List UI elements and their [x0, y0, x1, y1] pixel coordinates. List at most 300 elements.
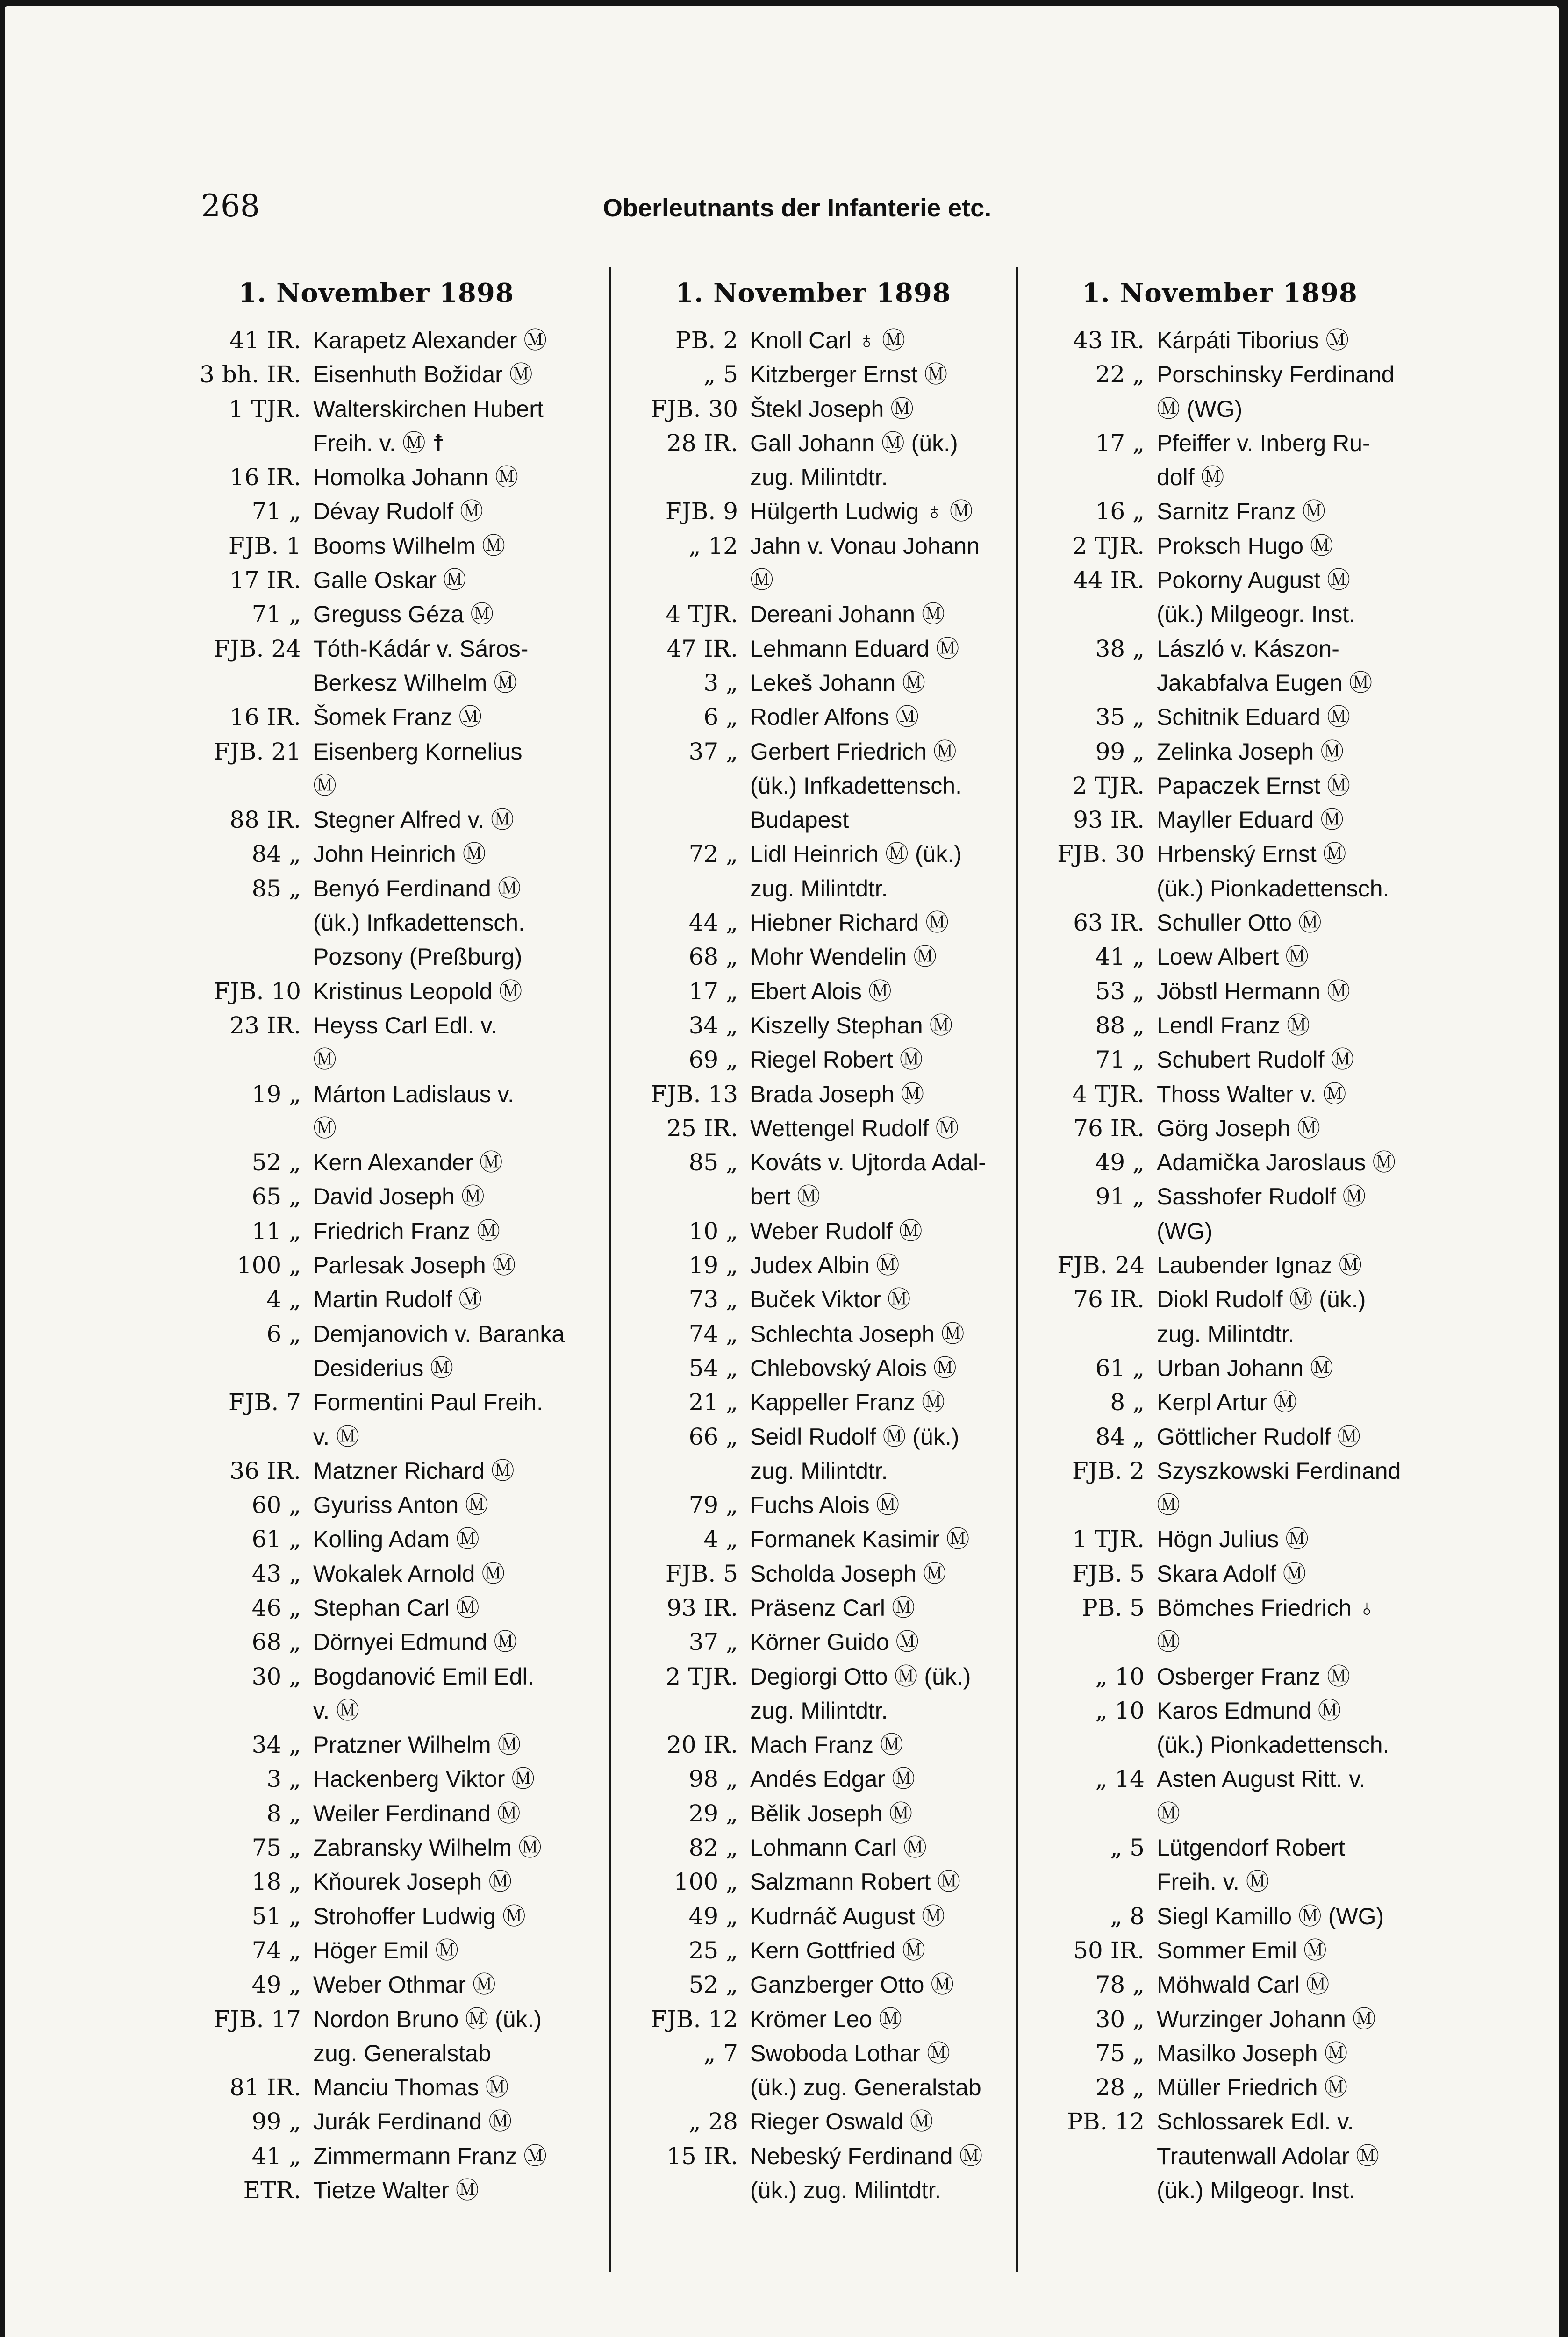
page-title: Oberleutnants der Infanterie etc. — [603, 194, 992, 222]
unit-label: FJB. 30 — [651, 395, 738, 423]
unit-label — [178, 666, 313, 700]
list-item — [615, 2139, 1012, 2173]
unit-label: 21 „ — [688, 1389, 738, 1416]
list-item — [615, 392, 1012, 426]
unit-label: 91 „ — [1095, 1183, 1145, 1211]
officer-entry: Budapest — [750, 807, 849, 833]
unit-label — [1021, 392, 1157, 426]
officer-entry: Pratzner Wilhelm Ⓜ — [313, 1732, 521, 1758]
unit-label: 3 „ — [266, 1765, 301, 1793]
officer-entry: Sarnitz Franz Ⓜ — [1157, 498, 1326, 525]
list-item — [1021, 323, 1418, 358]
officer-entry: Matzner Richard Ⓜ — [313, 1457, 515, 1484]
list-item — [615, 735, 1012, 769]
list-item — [1021, 529, 1418, 563]
unit-label: 19 „ — [251, 1080, 301, 1108]
list-item — [615, 1762, 1012, 1796]
list-item — [178, 1968, 575, 2002]
column-heading: 1. November 1898 — [675, 278, 951, 308]
officer-entry: Wurzinger Johann Ⓜ — [1157, 2006, 1376, 2032]
officer-entry: Weber Rudolf Ⓜ — [750, 1218, 923, 1244]
officer-entry: Eisenhuth Božidar Ⓜ — [313, 361, 533, 388]
list-item — [615, 460, 1012, 495]
list-item — [1021, 666, 1418, 700]
list-item — [1021, 1591, 1418, 1625]
officer-entry: Kerpl Artur Ⓜ — [1157, 1389, 1297, 1416]
list-item — [1021, 2173, 1418, 2208]
officer-entry: Kolling Adam Ⓜ — [313, 1526, 480, 1553]
officer-entry: Homolka Johann Ⓜ — [313, 464, 519, 491]
officer-entry: John Heinrich Ⓜ — [313, 841, 486, 867]
entry-list — [1021, 323, 1418, 2208]
list-item — [615, 1454, 1012, 1488]
column-divider — [1016, 267, 1018, 2272]
unit-label: 37 „ — [688, 738, 738, 765]
officer-entry: (ük.) Milgeogr. Inst. — [1157, 601, 1356, 628]
officer-entry: Márton Ladislaus v. — [313, 1081, 514, 1107]
list-item — [178, 2002, 575, 2036]
officer-entry: Weiler Ferdinand Ⓜ — [313, 1800, 521, 1827]
officer-entry: Greguss Géza Ⓜ — [313, 601, 494, 628]
list-item — [178, 1934, 575, 1968]
list-item — [178, 906, 575, 940]
officer-entry: Lidl Heinrich Ⓜ (ük.) — [750, 841, 962, 867]
list-item — [1021, 769, 1418, 803]
list-item — [1021, 1797, 1418, 1831]
unit-label — [1021, 1728, 1157, 1762]
list-item — [1021, 358, 1418, 392]
unit-label — [615, 769, 750, 803]
officer-entry: Kiszelly Stephan Ⓜ — [750, 1012, 953, 1039]
list-item — [178, 2173, 575, 2208]
officer-entry: Siegl Kamillo Ⓜ (WG) — [1157, 1903, 1384, 1929]
officer-entry: Thoss Walter v. Ⓜ — [1157, 1081, 1346, 1107]
officer-entry: László v. Kászon- — [1157, 635, 1339, 662]
unit-label — [615, 1180, 750, 1214]
list-item — [178, 1351, 575, 1385]
unit-label: 17 IR. — [229, 566, 301, 594]
list-item — [178, 1728, 575, 1762]
list-item — [178, 1283, 575, 1317]
officer-entry: (ük.) Pionkadettensch. — [1157, 875, 1389, 902]
officer-entry: Präsenz Carl Ⓜ — [750, 1594, 915, 1621]
unit-label: 17 „ — [688, 977, 738, 1005]
list-item — [615, 1043, 1012, 1077]
unit-label: 16 IR. — [229, 464, 301, 491]
unit-label: 75 „ — [1095, 2039, 1145, 2067]
document-page — [5, 6, 1559, 2337]
officer-entry: Schlechta Joseph Ⓜ — [750, 1320, 965, 1347]
list-item — [1021, 597, 1418, 631]
list-item — [178, 1762, 575, 1796]
list-item — [615, 1625, 1012, 1659]
list-item — [1021, 632, 1418, 666]
unit-label: PB. 2 — [675, 327, 738, 354]
list-item — [178, 460, 575, 495]
list-item — [1021, 906, 1418, 940]
unit-label: 50 IR. — [1073, 1936, 1145, 1964]
list-item — [615, 2105, 1012, 2139]
officer-entry: Zimmermann Franz Ⓜ — [313, 2143, 547, 2169]
list-item — [178, 1043, 575, 1077]
list-item — [615, 1522, 1012, 1556]
list-item — [1021, 1420, 1418, 1454]
list-item — [1021, 2002, 1418, 2036]
officer-entry: Proksch Hugo Ⓜ — [1157, 532, 1333, 559]
officer-entry: Desiderius Ⓜ — [313, 1355, 454, 1381]
unit-label: 41 „ — [1095, 943, 1145, 971]
column-heading: 1. November 1898 — [1082, 278, 1358, 308]
list-item — [1021, 563, 1418, 597]
officer-entry: Formanek Kasimir Ⓜ — [750, 1526, 970, 1553]
officer-entry: Asten August Ritt. v. — [1157, 1766, 1366, 1792]
unit-label: 99 „ — [1095, 738, 1145, 765]
list-item — [178, 2105, 575, 2139]
entry-list — [178, 323, 575, 2208]
list-item — [178, 323, 575, 358]
list-item — [615, 1900, 1012, 1934]
list-item — [178, 392, 575, 426]
officer-entry: Schitnik Eduard Ⓜ — [1157, 704, 1351, 731]
unit-label — [178, 1420, 313, 1454]
unit-label — [178, 940, 313, 974]
officer-entry: Kitzberger Ernst Ⓜ — [750, 361, 948, 388]
unit-label — [1021, 1488, 1157, 1522]
list-item — [1021, 1385, 1418, 1419]
officer-entry: Schubert Rudolf Ⓜ — [1157, 1047, 1354, 1073]
unit-label — [178, 2036, 313, 2071]
unit-label: PB. 12 — [1067, 2108, 1145, 2136]
list-item — [1021, 1248, 1418, 1283]
unit-label: 51 „ — [251, 1902, 301, 1930]
list-item — [178, 735, 575, 769]
unit-label: 36 IR. — [229, 1457, 301, 1484]
officer-entry: Seidl Rudolf Ⓜ (ük.) — [750, 1423, 959, 1450]
unit-label: 54 „ — [688, 1354, 738, 1382]
officer-entry: Ⓜ — [313, 1047, 337, 1073]
officer-entry: Schuller Otto Ⓜ — [1157, 910, 1322, 936]
officer-entry: zug. Milintdtr. — [750, 1457, 888, 1484]
officer-entry: Ⓜ — [313, 1115, 337, 1141]
officer-entry: Zabransky Wilhelm Ⓜ — [313, 1835, 542, 1861]
list-item — [178, 1557, 575, 1591]
unit-label: 81 IR. — [229, 2074, 301, 2101]
unit-label: 10 „ — [688, 1217, 738, 1245]
officer-entry: Osberger Franz Ⓜ — [1157, 1663, 1351, 1690]
unit-label: 74 „ — [251, 1936, 301, 1964]
list-item — [178, 358, 575, 392]
officer-entry: Sommer Emil Ⓜ — [1157, 1937, 1327, 1964]
unit-label — [615, 460, 750, 495]
officer-entry: Lohmann Carl Ⓜ — [750, 1835, 927, 1861]
officer-entry: Kern Gottfried Ⓜ — [750, 1937, 926, 1964]
unit-label — [1021, 1317, 1157, 1351]
officer-entry: bert Ⓜ — [750, 1183, 821, 1210]
list-item — [615, 1831, 1012, 1865]
unit-label — [615, 1454, 750, 1488]
unit-label: 28 IR. — [666, 429, 738, 457]
list-item — [1021, 1488, 1418, 1522]
unit-label: 47 IR. — [666, 635, 738, 662]
list-item — [615, 1248, 1012, 1283]
unit-label: 61 „ — [251, 1526, 301, 1553]
officer-entry: zug. Milintdtr. — [750, 464, 888, 491]
unit-label: 68 „ — [251, 1628, 301, 1656]
officer-entry: Lehmann Eduard Ⓜ — [750, 635, 959, 662]
officer-entry: Benyó Ferdinand Ⓜ — [313, 875, 521, 902]
unit-label: 25 „ — [688, 1936, 738, 1964]
list-item — [615, 1660, 1012, 1694]
list-item — [1021, 1694, 1418, 1728]
unit-label — [615, 803, 750, 837]
list-item — [178, 1865, 575, 1899]
unit-label: 4 „ — [266, 1286, 301, 1313]
list-item — [1021, 1351, 1418, 1385]
list-item — [1021, 700, 1418, 734]
unit-label: 60 „ — [251, 1491, 301, 1519]
unit-label: FJB. 17 — [214, 2005, 301, 2033]
list-item — [1021, 1146, 1418, 1180]
officer-entry: Möhwald Carl Ⓜ — [1157, 1971, 1330, 1998]
officer-entry: Demjanovich v. Baranka — [313, 1320, 565, 1347]
list-item — [615, 2036, 1012, 2071]
officer-entry: Porschinsky Ferdinand — [1157, 361, 1395, 388]
officer-entry: Dévay Rudolf Ⓜ — [313, 498, 484, 525]
list-item — [1021, 803, 1418, 837]
page-header — [5, 188, 1559, 230]
officer-entry: Kern Alexander Ⓜ — [313, 1149, 503, 1176]
unit-label: 30 „ — [251, 1663, 301, 1690]
officer-entry: Wokalek Arnold Ⓜ — [313, 1560, 505, 1587]
unit-label: 34 „ — [688, 1011, 738, 1039]
list-item — [615, 837, 1012, 871]
officer-entry: Bömches Friedrich ♁ — [1157, 1594, 1376, 1621]
column-3 — [1021, 267, 1418, 2258]
officer-entry: Stegner Alfred v. Ⓜ — [313, 807, 514, 833]
officer-entry: Kárpáti Tiborius Ⓜ — [1157, 327, 1349, 353]
list-item — [1021, 940, 1418, 974]
list-item — [1021, 1934, 1418, 1968]
list-item — [615, 529, 1012, 563]
officer-entry: Štekl Joseph Ⓜ — [750, 395, 914, 422]
list-item — [178, 700, 575, 734]
unit-label: 100 „ — [673, 1868, 738, 1896]
officer-entry: Sasshofer Rudolf Ⓜ — [1157, 1183, 1366, 1210]
unit-label: 16 „ — [1095, 498, 1145, 525]
list-item — [178, 940, 575, 974]
list-item — [615, 1934, 1012, 1968]
unit-label: 29 „ — [688, 1799, 738, 1827]
column-2 — [615, 267, 1012, 2258]
list-item — [178, 2071, 575, 2105]
list-item — [1021, 1077, 1418, 1111]
officer-entry: Parlesak Joseph Ⓜ — [313, 1252, 516, 1279]
unit-label: „ 7 — [703, 2039, 738, 2067]
officer-entry: David Joseph Ⓜ — [313, 1183, 485, 1210]
officer-entry: (ük.) Infkadettensch. — [313, 910, 525, 936]
officer-entry: Lekeš Johann Ⓜ — [750, 669, 926, 696]
unit-label — [1021, 1214, 1157, 1248]
officer-entry: Zelinka Joseph Ⓜ — [1157, 738, 1344, 765]
list-item — [1021, 837, 1418, 871]
unit-label: 79 „ — [688, 1491, 738, 1519]
unit-label: 85 „ — [688, 1149, 738, 1176]
unit-label: FJB. 12 — [651, 2005, 738, 2033]
unit-label: 49 „ — [1095, 1149, 1145, 1176]
officer-entry: Bělik Joseph Ⓜ — [750, 1800, 913, 1827]
unit-label — [1021, 666, 1157, 700]
officer-entry: Bogdanović Emil Edl. — [313, 1663, 534, 1690]
list-item — [178, 1146, 575, 1180]
officer-entry: Ⓜ — [1157, 1492, 1180, 1519]
unit-label: 4 TJR. — [1072, 1080, 1145, 1108]
unit-label: 17 „ — [1095, 429, 1145, 457]
officer-entry: zug. Generalstab — [313, 2040, 491, 2066]
officer-entry: Kristinus Leopold Ⓜ — [313, 978, 523, 1004]
list-item — [1021, 2105, 1418, 2139]
unit-label — [1021, 872, 1157, 906]
list-item — [178, 1111, 575, 1146]
officer-entry: Gall Johann Ⓜ (ük.) — [750, 430, 958, 456]
list-item — [1021, 392, 1418, 426]
officer-entry: Karos Edmund Ⓜ — [1157, 1697, 1341, 1724]
officer-entry: zug. Milintdtr. — [750, 1697, 888, 1724]
unit-label: 43 IR. — [1073, 327, 1145, 354]
officer-entry: Eisenberg Kornelius — [313, 738, 523, 765]
list-item — [1021, 460, 1418, 495]
unit-label — [178, 1694, 313, 1728]
list-item — [615, 2002, 1012, 2036]
list-item — [1021, 2071, 1418, 2105]
unit-label: 76 IR. — [1073, 1286, 1145, 1313]
officer-entry: v. Ⓜ — [313, 1423, 360, 1450]
list-item — [615, 666, 1012, 700]
list-item — [178, 1420, 575, 1454]
list-item — [615, 1009, 1012, 1043]
unit-label — [178, 906, 313, 940]
list-item — [615, 1420, 1012, 1454]
list-item — [1021, 2139, 1418, 2173]
officer-entry: Ⓜ — [1157, 1800, 1180, 1827]
unit-label: 85 „ — [251, 875, 301, 902]
officer-entry: Masilko Joseph Ⓜ — [1157, 2040, 1348, 2066]
list-item — [615, 769, 1012, 803]
list-item — [615, 323, 1012, 358]
list-item — [178, 2036, 575, 2071]
officer-entry: Formentini Paul Freih. — [313, 1389, 543, 1416]
officer-entry: (WG) — [1157, 1218, 1213, 1244]
officer-entry: Heyss Carl Edl. v. — [313, 1012, 497, 1039]
officer-entry: Fuchs Alois Ⓜ — [750, 1492, 900, 1519]
officer-entry: Weber Othmar Ⓜ — [313, 1971, 496, 1998]
list-item — [1021, 872, 1418, 906]
officer-entry: Trautenwall Adolar Ⓜ — [1157, 2143, 1380, 2169]
list-item — [178, 1831, 575, 1865]
unit-label: FJB. 2 — [1072, 1457, 1145, 1484]
officer-entry: (ük.) Milgeogr. Inst. — [1157, 2177, 1356, 2204]
officer-entry: Rieger Oswald Ⓜ — [750, 2108, 933, 2135]
officer-entry: Nebeský Ferdinand Ⓜ — [750, 2143, 983, 2169]
officer-entry: Pozsony (Preßburg) — [313, 944, 523, 970]
unit-label: 46 „ — [251, 1594, 301, 1621]
unit-label: 63 IR. — [1073, 909, 1145, 937]
officer-entry: Gyuriss Anton Ⓜ — [313, 1492, 489, 1519]
list-item — [178, 769, 575, 803]
officer-entry: Kňourek Joseph Ⓜ — [313, 1869, 512, 1895]
unit-label: 84 „ — [251, 840, 301, 868]
officer-entry: Krömer Leo Ⓜ — [750, 2006, 902, 2032]
officer-entry: Knoll Carl ♁ Ⓜ — [750, 327, 906, 353]
unit-label — [178, 769, 313, 803]
officer-entry: Skara Adolf Ⓜ — [1157, 1560, 1306, 1587]
officer-entry: Galle Oskar Ⓜ — [313, 567, 466, 594]
unit-label — [1021, 597, 1157, 631]
officer-entry: Walterskirchen Hubert — [313, 395, 544, 422]
unit-label: 34 „ — [251, 1731, 301, 1759]
list-item — [178, 1077, 575, 1111]
unit-label: 93 IR. — [666, 1594, 738, 1621]
officer-entry: Martin Rudolf Ⓜ — [313, 1286, 482, 1313]
list-item — [178, 1591, 575, 1625]
officer-entry: Tietze Walter Ⓜ — [313, 2177, 479, 2204]
unit-label: FJB. 24 — [1057, 1252, 1145, 1279]
list-item — [1021, 735, 1418, 769]
unit-label — [1021, 2139, 1157, 2173]
list-item — [178, 1454, 575, 1488]
unit-label — [1021, 1797, 1157, 1831]
list-item — [1021, 1317, 1418, 1351]
unit-label: 44 IR. — [1073, 566, 1145, 594]
unit-label — [178, 1043, 313, 1077]
officer-entry: dolf Ⓜ — [1157, 464, 1224, 491]
unit-label: 68 „ — [688, 943, 738, 971]
unit-label: „ 10 — [1095, 1663, 1145, 1690]
list-item — [178, 529, 575, 563]
list-item — [178, 1488, 575, 1522]
unit-label: 6 „ — [703, 703, 738, 731]
officer-entry: Hackenberg Viktor Ⓜ — [313, 1766, 535, 1792]
column-1 — [178, 267, 575, 2258]
list-item — [615, 1591, 1012, 1625]
list-item — [1021, 1043, 1418, 1077]
unit-label: 1 TJR. — [1072, 1526, 1145, 1553]
officer-entry: Görg Joseph Ⓜ — [1157, 1115, 1321, 1141]
unit-label: FJB. 13 — [651, 1080, 738, 1108]
list-item — [178, 1660, 575, 1694]
unit-label: 72 „ — [688, 840, 738, 868]
unit-label: 99 „ — [251, 2108, 301, 2136]
officer-entry: Dereani Johann Ⓜ — [750, 601, 945, 628]
list-item — [615, 975, 1012, 1009]
list-item — [615, 2173, 1012, 2208]
unit-label — [615, 2173, 750, 2208]
unit-label: 61 „ — [1095, 1354, 1145, 1382]
officer-entry: Adamička Jaroslaus Ⓜ — [1157, 1149, 1396, 1176]
unit-label: 8 „ — [1110, 1389, 1145, 1416]
unit-label: 75 „ — [251, 1834, 301, 1862]
list-item — [178, 803, 575, 837]
list-item — [1021, 2036, 1418, 2071]
officer-entry: Brada Joseph Ⓜ — [750, 1081, 924, 1107]
unit-label: „ 5 — [703, 361, 738, 388]
list-item — [178, 1900, 575, 1934]
officer-entry: Berkesz Wilhelm Ⓜ — [313, 669, 517, 696]
list-item — [178, 1522, 575, 1556]
unit-label: 8 „ — [266, 1799, 301, 1827]
unit-label: 4 „ — [703, 1526, 738, 1553]
list-item — [178, 837, 575, 871]
list-item — [615, 1351, 1012, 1385]
